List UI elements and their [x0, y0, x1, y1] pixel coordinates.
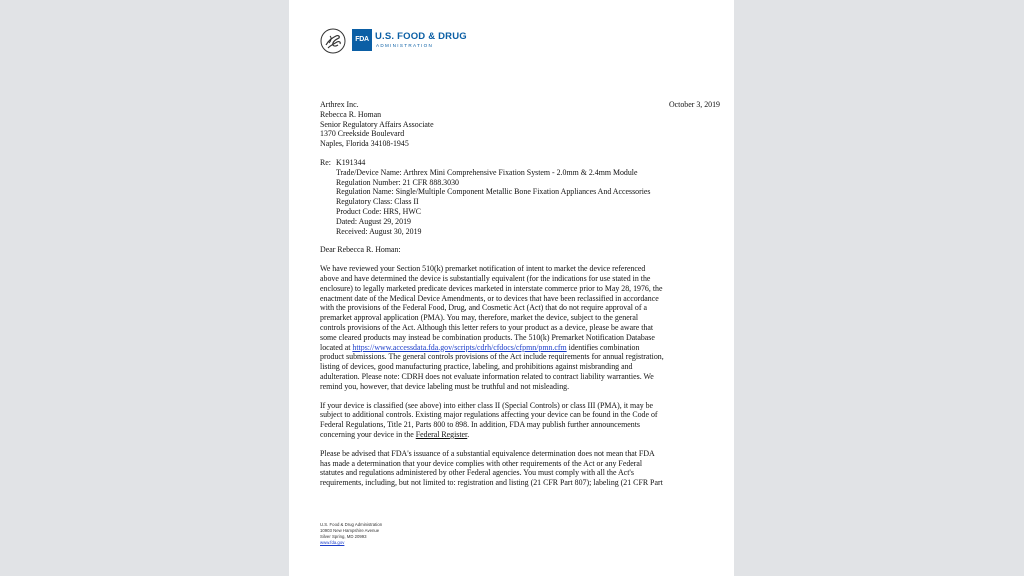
text-prefix: concerning your device in the — [320, 429, 416, 439]
text-line: some cleared products may instead be combination products. The 510(k) Premarket Notification Database — [320, 332, 655, 342]
link-prefix: located at — [320, 342, 353, 352]
text-line: listing of devices, good manufacturing practice, labeling, and prohibitions against misbranding and — [320, 362, 633, 372]
recipient-address — [320, 100, 706, 149]
re-detail: Trade/Device Name: Arthrex Mini Comprehensive Fixation System - 2.0mm & 2.4mm Module — [336, 167, 638, 177]
re-detail: Dated: August 29, 2019 — [336, 216, 411, 226]
letter-page — [289, 0, 734, 576]
letter-body — [320, 100, 706, 488]
text-suffix: . — [467, 429, 470, 439]
letter-date: October 3, 2019 — [668, 100, 720, 109]
re-detail: Regulation Name: Single/Multiple Component Metallic Bone Fixation Appliances And Accessories — [336, 187, 651, 197]
paragraph-2 — [320, 401, 706, 440]
text-line: enactment date of the Medical Device Amendments, or to devices that have been reclassified in accordance — [320, 293, 659, 303]
footer-line: U.S. Food & Drug Administration — [320, 522, 383, 527]
address-line: Arthrex Inc. — [320, 100, 359, 109]
text-line: subject to additional controls. Existing major regulations affecting your device can be found in the Code of — [320, 410, 658, 420]
letter-footer — [320, 522, 382, 546]
address-line: Naples, Florida 34108-1945 — [320, 139, 409, 149]
address-line: Rebecca R. Homan — [320, 109, 382, 119]
salutation: Dear Rebecca R. Homan: — [320, 245, 401, 255]
text-line: Please be advised that FDA's issuance of a substantial equivalence determination does not mean that FDA — [320, 448, 655, 458]
re-detail: Product Code: HRS, HWC — [336, 206, 422, 216]
hhs-seal-icon — [320, 28, 346, 54]
text-line: with the provisions of the Federal Food, Drug, and Cosmetic Act (Act) that do not require approval of a — [320, 303, 647, 313]
address-line: Senior Regulatory Affairs Associate — [320, 119, 434, 129]
text-line: adulteration. Please note: CDRH does not evaluate information related to contract liability warranties. We — [320, 371, 654, 381]
text-line: enclosure) to legally marketed predicate devices marketed in interstate commerce prior to May 28, 1976, the — [320, 283, 663, 293]
re-detail: Regulatory Class: Class II — [336, 197, 419, 207]
text-line: has made a determination that your device complies with other requirements of the Act or any Federal — [320, 458, 643, 468]
text-line: We have reviewed your Section 510(k) premarket notification of intent to market the device referenced — [320, 264, 646, 274]
fda-website-link[interactable]: www.fda.gov — [320, 540, 345, 545]
text-line: premarket approval application (PMA). You may, therefore, market the device, subject to the general — [320, 313, 639, 323]
re-number: K191344 — [336, 157, 366, 167]
re-detail: Received: August 30, 2019 — [336, 226, 422, 236]
link-suffix: identifies combination — [566, 342, 640, 352]
re-detail: Regulation Number: 21 CFR 888.3030 — [336, 177, 459, 187]
federal-register: Federal Register — [415, 429, 468, 439]
re-label: Re: — [320, 157, 331, 167]
text-line: remind you, however, that device labeling must be truthful and not misleading. — [320, 381, 570, 391]
footer-line: Silver Spring, MD 20993 — [320, 534, 367, 539]
text-line: product submissions. The general controls provisions of the Act include requirements for annual registration, — [320, 352, 664, 362]
text-line: statutes and regulations administered by other Federal agencies. You must comply with all the Act's — [320, 468, 634, 478]
text-line: above and have determined the device is substantially equivalent (for the indications for use stated in the — [320, 273, 651, 283]
text-line: Federal Regulations, Title 21, Parts 800 to 898. In addition, FDA may publish further announcements — [320, 420, 640, 430]
paragraph-3 — [320, 449, 706, 488]
text-line: requirements, including, but not limited to: registration and listing (21 CFR Part 807); labeling (21 CFR Part — [320, 478, 663, 488]
fda-subtitle: ADMINISTRATION — [376, 43, 434, 48]
address-line: 1370 Creekside Boulevard — [320, 129, 405, 139]
footer-line: 10903 New Hampshire Avenue — [320, 528, 380, 533]
text-line: If your device is classified (see above) into either class II (Special Controls) or class III (PMA), it may be — [320, 400, 654, 410]
pmn-database-link[interactable]: https://www.accessdata.fda.gov/scripts/cdrh/cfdocs/cfpmn/pmn.cfm — [352, 342, 567, 352]
text-line: controls provisions of the Act. Although this letter refers to your product as a device, please be aware that — [320, 322, 654, 332]
paragraph-1 — [320, 264, 706, 391]
fda-title: U.S. FOOD & DRUG — [375, 31, 467, 42]
text-line — [320, 430, 706, 440]
text-line — [320, 343, 706, 353]
re-block — [320, 158, 706, 236]
fda-box: FDA — [352, 29, 372, 51]
